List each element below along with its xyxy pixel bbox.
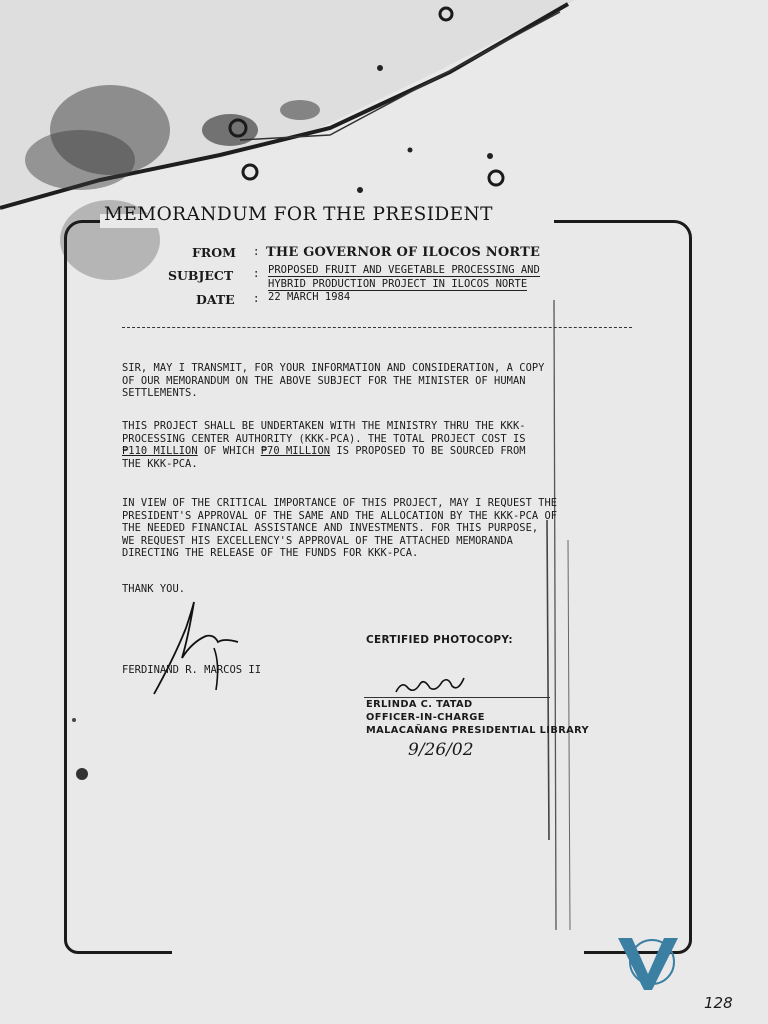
date-colon: : xyxy=(254,291,259,306)
date-value: 22 MARCH 1984 xyxy=(268,291,351,303)
certification-date: 9/26/02 xyxy=(408,740,474,760)
paragraph-2-part: IS PROPOSED TO BE SOURCED FROM THE KKK-PCA. xyxy=(122,445,526,470)
total-cost-amount: ₱110 MILLION xyxy=(122,445,198,458)
subject-line-1: PROPOSED FRUIT AND VEGETABLE PROCESSING AND xyxy=(268,264,540,276)
paragraph-1: SIR, MAY I TRANSMIT, FOR YOUR INFORMATION AND CONSIDERATION, A COPY OF OUR MEMORANDUM ON THE ABOVE SUBJECT FOR THE MINISTER OF HUMAN SETTLEMENTS. xyxy=(122,362,545,400)
frame-gap xyxy=(172,940,584,954)
from-value: THE GOVERNOR OF ILOCOS NORTE xyxy=(266,245,541,260)
subject-label: SUBJECT xyxy=(168,268,234,283)
memo-title: MEMORANDUM FOR THE PRESIDENT xyxy=(104,204,493,225)
header-divider xyxy=(122,327,632,328)
subject-line-2: HYBRID PRODUCTION PROJECT IN ILOCOS NORTE xyxy=(268,278,528,290)
page-number: 128 xyxy=(704,994,733,1012)
certifier-office: MALACAÑANG PRESIDENTIAL LIBRARY xyxy=(366,725,590,736)
paragraph-3: IN VIEW OF THE CRITICAL IMPORTANCE OF THIS PROJECT, MAY I REQUEST THE PRESIDENT'S APPROVAL OF THE SAME AND THE ALLOCATION BY THE KKK-PCA OF THE NEEDED FINANCIAL ASSISTANCE AND INVESTMENTS. FOR THIS PURPOSE, WE REQUEST HIS EXCELLENCY'S APPROVAL OF THE ATTACHED MEMORANDA DIRECTING THE RELEASE OF THE FUNDS FOR KKK-PCA. xyxy=(122,497,558,560)
certifier-title: OFFICER-IN-CHARGE xyxy=(366,712,485,723)
certifier-signature xyxy=(392,670,472,700)
library-stamp-icon xyxy=(612,930,682,994)
certified-label: CERTIFIED PHOTOCOPY: xyxy=(366,634,513,646)
certifier-name: ERLINDA C. TATAD xyxy=(366,699,473,710)
closing-text: THANK YOU. xyxy=(122,583,186,595)
subject-colon: : xyxy=(254,266,259,281)
sourced-amount: ₱70 MILLION xyxy=(260,445,331,458)
certifier-signature-line xyxy=(364,697,550,698)
paragraph-2-part: OF WHICH xyxy=(197,445,261,458)
from-colon: : xyxy=(254,244,259,259)
paragraph-2-part: THIS PROJECT SHALL BE UNDERTAKEN WITH THE MINISTRY THRU THE KKK- PROCESSING CENTER AUTHORITY (KKK-PCA). THE TOTAL PROJECT COST IS xyxy=(122,420,526,445)
date-label: DATE xyxy=(196,292,235,307)
signature-marcos xyxy=(148,598,248,698)
from-label: FROM xyxy=(192,245,236,260)
paragraph-2 xyxy=(122,420,642,470)
signatory-name: FERDINAND R. MARCOS II xyxy=(122,664,262,676)
